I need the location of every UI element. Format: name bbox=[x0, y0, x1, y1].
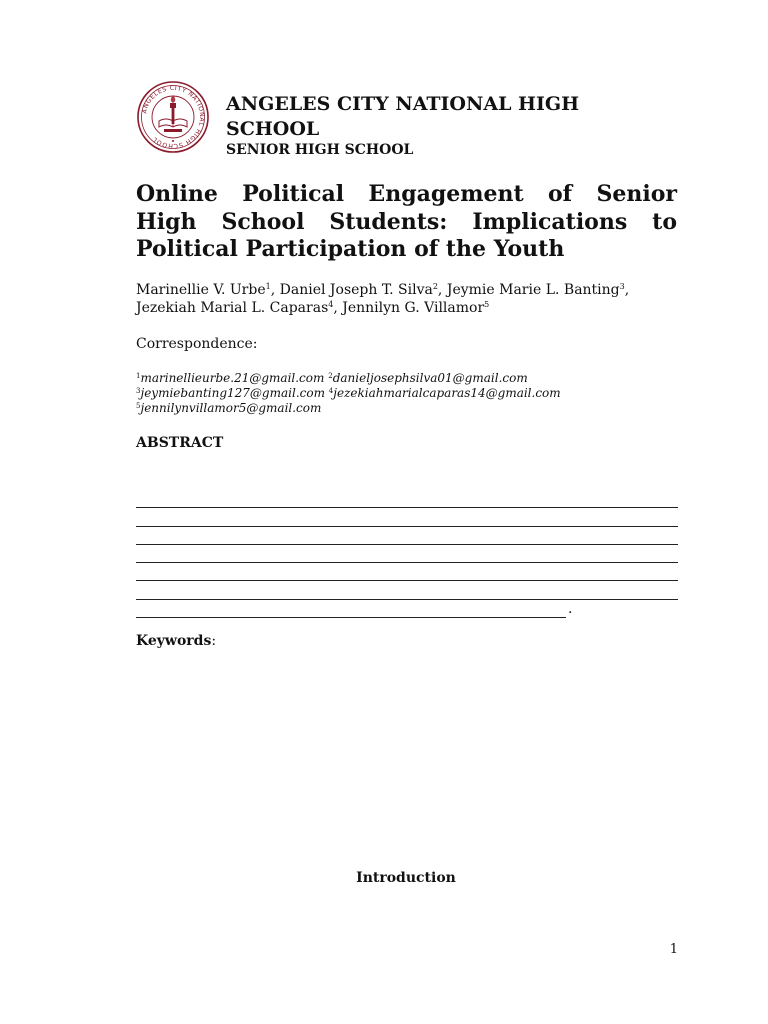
email-index: 2 bbox=[328, 372, 333, 380]
author-separator: , bbox=[624, 282, 630, 298]
blank-line bbox=[136, 563, 678, 581]
blank-line bbox=[136, 508, 678, 526]
author-name: Jeymie Marie L. Banting bbox=[446, 282, 620, 298]
seal-text: ANGELES CITY NATIONAL HIGH SCHOOL bbox=[141, 84, 206, 150]
email-index: 3 bbox=[136, 387, 141, 395]
author-separator: , bbox=[333, 300, 343, 316]
blank-line bbox=[136, 545, 678, 563]
abstract-blank-lines bbox=[136, 490, 678, 618]
email-link[interactable]: danieljosephsilva01@gmail.com bbox=[332, 371, 528, 385]
email-list bbox=[136, 371, 696, 416]
author-affiliation: 3 bbox=[619, 282, 625, 291]
author-affiliation: 4 bbox=[328, 300, 334, 309]
email-link[interactable]: marinellieurbe.21@gmail.com bbox=[140, 371, 325, 385]
email-link[interactable]: jezekiahmarialcaparas14@gmail.com bbox=[333, 386, 561, 400]
email-index: 5 bbox=[136, 402, 141, 410]
author-name: Marinellie V. Urbe bbox=[136, 282, 266, 298]
email-index: 4 bbox=[328, 387, 334, 395]
keywords-label: Keywords bbox=[136, 633, 212, 649]
author-name: Jennilyn G. Villamor bbox=[342, 300, 485, 316]
keywords-colon: : bbox=[211, 633, 217, 649]
email-link[interactable]: jeymiebanting127@gmail.com bbox=[140, 386, 325, 400]
blank-line bbox=[136, 600, 573, 618]
author-separator: , bbox=[270, 282, 280, 298]
email-index: 1 bbox=[136, 372, 141, 380]
school-subtitle: SENIOR HIGH SCHOOL bbox=[226, 142, 414, 158]
email-link[interactable]: jennilynvillamor5@gmail.com bbox=[140, 401, 322, 415]
title-line-3: Political Participation of the Youth bbox=[136, 236, 565, 262]
school-name: ANGELES CITY NATIONAL HIGH SCHOOL bbox=[226, 93, 580, 140]
page-number: 1 bbox=[669, 942, 678, 957]
blank-line bbox=[136, 581, 678, 599]
title-line-1: Online Political Engagement of Senior bbox=[136, 181, 677, 207]
keywords-line bbox=[136, 633, 216, 649]
school-seal-icon bbox=[137, 81, 209, 153]
blank-line bbox=[136, 490, 678, 508]
author-list bbox=[136, 281, 696, 317]
blank-line bbox=[136, 527, 678, 545]
abstract-heading: ABSTRACT bbox=[136, 435, 224, 451]
author-name: Jezekiah Marial L. Caparas bbox=[136, 300, 329, 316]
author-separator: , bbox=[437, 282, 447, 298]
author-affiliation: 5 bbox=[484, 300, 490, 309]
abstract-period: . bbox=[568, 600, 573, 617]
author-affiliation: 1 bbox=[265, 282, 271, 291]
paper-title bbox=[136, 181, 677, 264]
author-affiliation: 2 bbox=[432, 282, 438, 291]
title-line-2: High School Students: Implications to bbox=[136, 208, 677, 235]
introduction-heading: Introduction bbox=[356, 870, 456, 886]
author-name: Daniel Joseph T. Silva bbox=[279, 282, 433, 298]
correspondence-label: Correspondence: bbox=[136, 336, 258, 352]
